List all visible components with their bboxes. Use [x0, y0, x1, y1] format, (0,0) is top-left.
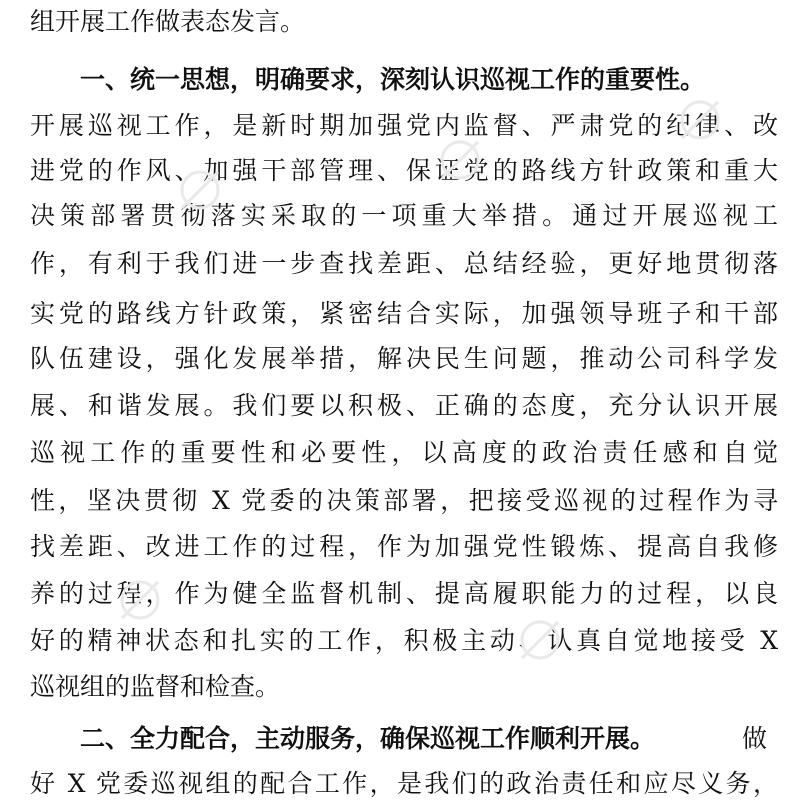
paragraph-line: 作，有利于我们进一步查找差距、总结经验，更好地贯彻落	[30, 249, 778, 278]
paragraph-line: 展、和谐发展。我们要以积极、正确的态度，充分认识开展	[30, 391, 778, 420]
paragraph-line: 巡视组的监督和检查。	[30, 672, 281, 701]
paragraph-line: 找差距、改进工作的过程，作为加强党性锻炼、提高自我修	[30, 532, 778, 561]
paragraph-line: 队伍建设，强化发展举措，解决民生问题，推动公司科学发	[30, 344, 778, 373]
section-heading-2: 二、全力配合，主动服务，确保巡视工作顺利开展。	[80, 724, 656, 753]
paragraph-line: 实党的路线方针政策，紧密结合实际，加强领导班子和干部	[30, 299, 778, 328]
section-heading-1: 一、统一思想，明确要求，深刻认识巡视工作的重要性。	[80, 65, 706, 94]
paragraph-line: 开展巡视工作，是新时期加强党内监督、严肃党的纪律、改	[30, 111, 778, 140]
paragraph-line: 进党的作风、加强干部管理、保证党的路线方针政策和重大	[30, 156, 778, 185]
paragraph-line: 性，坚决贯彻 X 党委的决策部署，把接受巡视的过程作为寻	[30, 486, 778, 515]
paragraph-line: 决策部署贯彻落实采取的一项重大举措。通过开展巡视工	[30, 201, 778, 230]
paragraph-line: 好的精神状态和扎实的工作，积极主动、认真自觉地接受 X	[30, 626, 778, 655]
paragraph-line: 组开展工作做表态发言。	[30, 7, 306, 36]
paragraph-line: 做	[742, 724, 768, 753]
paragraph-line: 好 X 党委巡视组的配合工作，是我们的政治责任和应尽义务，	[30, 769, 778, 798]
paragraph-line: 养的过程，作为健全监督机制、提高履职能力的过程，以良	[30, 579, 778, 608]
paragraph-line: 巡视工作的重要性和必要性，以高度的政治责任感和自觉	[30, 438, 778, 467]
